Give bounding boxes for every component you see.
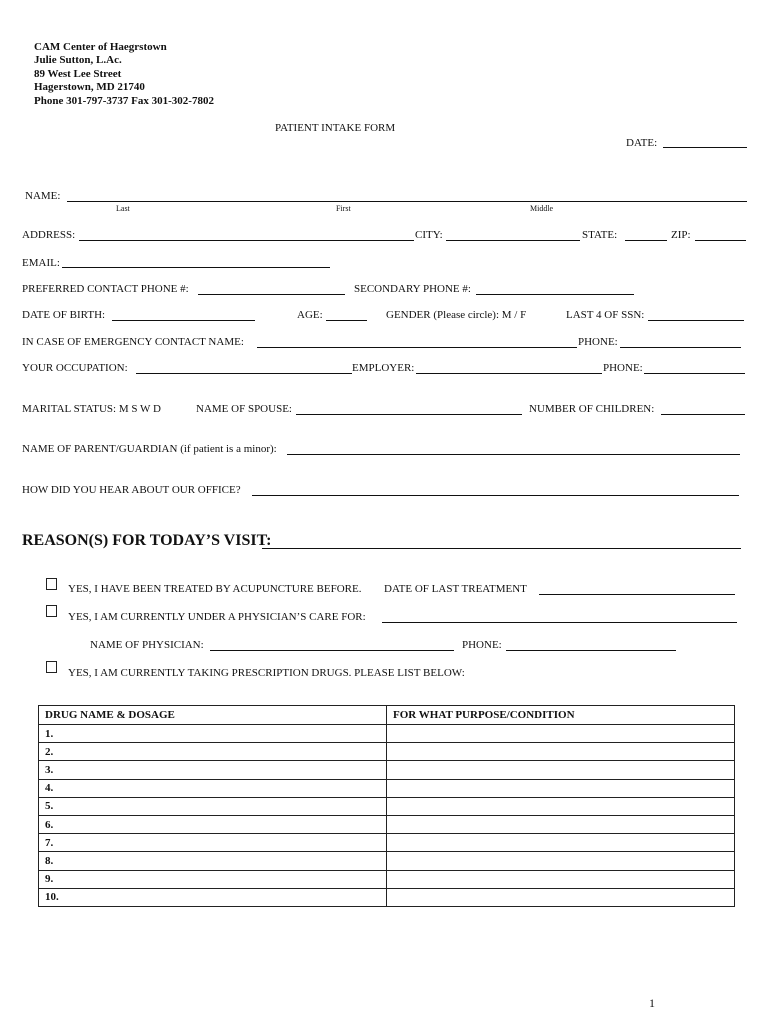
gender-label[interactable]: GENDER (Please circle): M / F [386,309,527,321]
table-row[interactable] [39,761,735,779]
acupuncture-checkbox[interactable] [46,578,57,590]
emergency-name-field[interactable] [257,347,577,348]
occupation-field[interactable] [136,373,352,374]
row-number[interactable]: 1. [39,725,387,743]
date-label: DATE: [626,137,658,149]
street-address: 89 West Lee Street [34,67,122,80]
guardian-label: NAME OF PARENT/GUARDIAN (if patient is a minor): [22,443,277,455]
row-number[interactable]: 5. [39,797,387,815]
city-label: CITY: [415,229,443,241]
occupation-label: YOUR OCCUPATION: [22,362,128,374]
row-number[interactable]: 4. [39,779,387,797]
physician-phone-field[interactable] [506,650,676,651]
email-field[interactable] [62,267,330,268]
purpose-cell[interactable] [387,779,735,797]
prescription-drugs-checkbox[interactable] [46,661,57,673]
purpose-cell[interactable] [387,870,735,888]
reason-field[interactable] [262,548,741,549]
hear-about-label: HOW DID YOU HEAR ABOUT OUR OFFICE? [22,484,241,496]
table-row[interactable] [39,743,735,761]
name-label: NAME: [25,190,61,202]
state-field[interactable] [625,240,667,241]
preferred-phone-field[interactable] [198,294,345,295]
state-label: STATE: [582,229,618,241]
table-row[interactable] [39,834,735,852]
address-field[interactable] [79,240,414,241]
purpose-cell[interactable] [387,761,735,779]
physician-name-field[interactable] [210,650,454,651]
age-field[interactable] [326,320,367,321]
row-number[interactable]: 10. [39,888,387,906]
name-sub-middle: Middle [530,204,554,213]
phone-fax: Phone 301-797-3737 Fax 301-302-7802 [34,94,214,107]
table-row[interactable] [39,870,735,888]
purpose-cell[interactable] [387,797,735,815]
dob-label: DATE OF BIRTH: [22,309,106,321]
spouse-field[interactable] [296,414,522,415]
practice-header [34,41,214,108]
physician-phone-label: PHONE: [462,639,502,651]
employer-phone-field[interactable] [644,373,745,374]
row-number[interactable]: 3. [39,761,387,779]
physician-care-label: YES, I AM CURRENTLY UNDER A PHYSICIAN’S CARE FOR: [68,611,366,623]
date-field[interactable] [663,147,747,148]
emergency-phone-label: PHONE: [578,336,618,348]
employer-label: EMPLOYER: [352,362,415,374]
purpose-cell[interactable] [387,743,735,761]
purpose-header: FOR WHAT PURPOSE/CONDITION [387,706,735,725]
city-state-zip: Hagerstown, MD 21740 [34,81,145,94]
purpose-cell[interactable] [387,815,735,833]
row-number[interactable]: 6. [39,815,387,833]
page-number: 1 [649,996,655,1010]
drug-name-header: DRUG NAME & DOSAGE [39,706,387,725]
practice-name: CAM Center of Haegrstown [34,41,167,53]
row-number[interactable]: 7. [39,834,387,852]
form-title: PATIENT INTAKE FORM [275,122,396,134]
age-label: AGE: [297,309,323,321]
drug-table [38,705,735,907]
children-label: NUMBER OF CHILDREN: [529,403,655,415]
table-row[interactable] [39,779,735,797]
drug-table-header [39,706,735,725]
emergency-name-label: IN CASE OF EMERGENCY CONTACT NAME: [22,336,244,348]
table-row[interactable] [39,888,735,906]
city-field[interactable] [446,240,580,241]
name-sub-first: First [336,204,351,213]
marital-status-label[interactable]: MARITAL STATUS: M S W D [22,403,161,415]
physician-name-label: NAME OF PHYSICIAN: [90,639,204,651]
spouse-label: NAME OF SPOUSE: [196,403,292,415]
children-field[interactable] [661,414,745,415]
ssn-label: LAST 4 OF SSN: [566,309,645,321]
employer-phone-label: PHONE: [603,362,643,374]
emergency-phone-field[interactable] [620,347,741,348]
purpose-cell[interactable] [387,852,735,870]
secondary-phone-label: SECONDARY PHONE #: [354,283,471,295]
secondary-phone-field[interactable] [476,294,634,295]
acupuncture-label: YES, I HAVE BEEN TREATED BY ACUPUNCTURE BEFORE. [68,583,362,595]
guardian-field[interactable] [287,454,740,455]
practitioner-name: Julie Sutton, L.Ac. [34,54,122,67]
zip-label: ZIP: [671,229,691,241]
physician-care-field[interactable] [382,622,737,623]
prescription-drugs-label: YES, I AM CURRENTLY TAKING PRESCRIPTION DRUGS. PLEASE LIST BELOW: [68,667,465,679]
name-sub-last: Last [116,204,130,213]
row-number[interactable]: 9. [39,870,387,888]
name-field[interactable] [67,201,747,202]
hear-about-field[interactable] [252,495,739,496]
row-number[interactable]: 2. [39,743,387,761]
table-row[interactable] [39,725,735,743]
last-treatment-field[interactable] [539,594,735,595]
reason-label: REASON(S) FOR TODAY’S VISIT: [22,532,272,549]
zip-field[interactable] [695,240,746,241]
employer-field[interactable] [416,373,602,374]
last-treatment-label: DATE OF LAST TREATMENT [384,583,527,595]
email-label: EMAIL: [22,257,60,269]
table-row[interactable] [39,852,735,870]
purpose-cell[interactable] [387,888,735,906]
preferred-phone-label: PREFERRED CONTACT PHONE #: [22,283,189,295]
physician-care-checkbox[interactable] [46,605,57,617]
address-label: ADDRESS: [22,229,76,241]
purpose-cell[interactable] [387,834,735,852]
dob-field[interactable] [112,320,255,321]
ssn-field[interactable] [648,320,744,321]
purpose-cell[interactable] [387,725,735,743]
table-row[interactable] [39,797,735,815]
row-number[interactable]: 8. [39,852,387,870]
table-row[interactable] [39,815,735,833]
